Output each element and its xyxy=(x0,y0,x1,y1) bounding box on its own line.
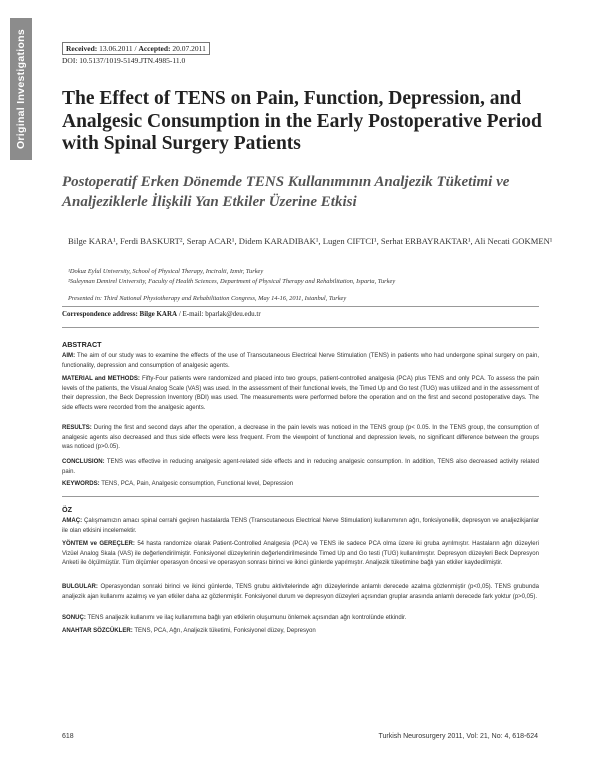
yontem-text: 54 hasta randomize olarak Patient-Controlled Analgesia (PCA) ve TENS ile sadece PCA olma üzere iki gruba ayrılmıştır. Hastaların ağrı düzeyleri Vizüel Analog Skala (VAS) ile değerlendirilmiştir. Fonksiyonel düzeylerinin değerlendirilmesinde Timed Up and Go testi (TUG) kullanılmıştır. Depresyon düzeyleri Beck Depresyon Anketi ile ölçülmüştür. Tüm ölçümler operasyon öncesi ve operasyon sonrası birinci ve ikinci günlerde yapılmıştır. Analjezik tüketimine bağlı yan etkiler kaydedilmiştir. xyxy=(62,541,539,567)
results-label: RESULTS: xyxy=(62,425,92,431)
oz-sonuc xyxy=(62,614,539,624)
oz-amac xyxy=(62,517,539,536)
amac-label: AMAÇ: xyxy=(62,518,83,524)
received-label: Received: xyxy=(66,44,98,53)
divider xyxy=(62,496,539,497)
methods-text: Fifty-Four patients were randomized and placed into two groups, patient-controlled analgesia (PCA) plus TENS and only PCA. To assess the pain levels of the patients, the Visual Analog Scale (VAS) was used. In the assessment of their functional levels, the Timed Up and Go test (TUG) was utilized and in the assessment of their depression, the Beck Depression Inventory (BDI) was used. The measurements were performed before the operation and on the first and second postoperative days. The side effects were recorded from the analgesic agents. xyxy=(62,376,539,411)
journal-citation: Turkish Neurosurgery 2011, Vol: 21, No: 4, 618-624 xyxy=(378,733,538,740)
aim-label: AIM: xyxy=(62,353,76,359)
anahtar-label: ANAHTAR SÖZCÜKLER: xyxy=(62,628,133,634)
methods-label: MATERIAL and METHODS: xyxy=(62,376,140,382)
presented-label: Presented in: xyxy=(68,295,103,302)
sonuc-label: SONUÇ: xyxy=(62,615,86,621)
presented-text: Third National Physiotherapy and Rehabilitation Congress, May 14-16, 2011, Istanbul, Turkey xyxy=(103,295,347,302)
affiliation-2: ²Suleyman Demirel University, Faculty of Health Sciences, Department of Physical Therapy and Rehabilitation, Isparta, Turkey xyxy=(68,278,396,285)
abstract-conclusion xyxy=(62,458,539,477)
divider xyxy=(62,306,539,307)
article-title: The Effect of TENS on Pain, Function, Depression, and Analgesic Consumption in the Early Postoperative Period with Spinal Surgery Patients xyxy=(62,88,542,154)
correspondence-email: / E-mail: bparlak@deu.edu.tr xyxy=(178,310,261,318)
oz-yontem xyxy=(62,540,539,569)
received-date: 13.06.2011 xyxy=(99,44,133,53)
bulgular-text: Operasyondan sonraki birinci ve ikinci günlerde, TENS grubu aktivitelerinde ağrı düzeylerinde anlamlı derecede azalma gözlenmiştir (p<0,05). TENS grubunda analjezik ajan kullanımı azalmış ve yan etkiler daha az gözlenmiştir. Fonksiyonel durum ve depresyon düzeyleri açısından gruplar arasında anlamlı derecede fark yoktur (p>0,05). xyxy=(62,584,539,600)
received-accepted-box: Received: 13.06.2011 / Accepted: 20.07.2011 xyxy=(62,42,210,55)
keywords-label: KEYWORDS: xyxy=(62,481,100,487)
conclusion-text: TENS was effective in reducing analgesic agent-related side effects and in reducing analgesic consumption. In addition, TENS also decreased activity related pain. xyxy=(62,459,539,475)
abstract-results xyxy=(62,424,539,453)
correspondence xyxy=(62,310,261,318)
abstract-aim xyxy=(62,352,539,371)
keywords-text: TENS, PCA, Pain, Analgesic consumption, Functional level, Depression xyxy=(101,481,294,487)
yontem-label: YÖNTEM ve GEREÇLER: xyxy=(62,541,135,547)
oz-bulgular xyxy=(62,583,539,602)
article-subtitle-tr: Postoperatif Erken Dönemde TENS Kullanımının Analjezik Tüketimi ve Analjeziklerle İlişkili Yan Etkiler Üzerine Etkisi xyxy=(62,174,510,210)
doi: DOI: 10.5137/1019-5149.JTN.4985-11.0 xyxy=(62,56,186,65)
results-text: During the first and second days after the operation, a decrease in the pain levels was noticed in the TENS group (p< 0.05. In the TENS group, the consumption of analgesic agents also decreased and thus side effects were less frequent. From the viewpoint of functional and depression levels, no significant difference between the groups was noticed (p>0.05). xyxy=(62,425,539,451)
sonuc-text: TENS analjezik kullanımı ve ilaç kullanımına bağlı yan etkilerin oluşumunu önlemek açısından ağrı kontrolünde etkindir. xyxy=(87,615,407,621)
oz-anahtar xyxy=(62,627,539,637)
presented-note xyxy=(68,295,588,302)
divider xyxy=(62,327,539,328)
abstract-keywords xyxy=(62,480,539,490)
author-list: Bilge KARA¹, Ferdi BASKURT², Serap ACAR¹, Didem KARADIBAK¹, Lugen CIFTCI¹, Serhat ERBAYRAKTAR¹, Ali Necati GOKMEN¹ xyxy=(68,236,553,246)
bulgular-label: BULGULAR: xyxy=(62,584,98,590)
abstract-methods xyxy=(62,375,539,413)
accepted-label: Accepted: xyxy=(138,44,171,53)
aim-text: The aim of our study was to examine the effects of the use of Transcutaneous Electrical Nerve Stimulation (TENS) in patients who had undergone spinal surgery on pain, functionality, depression and consumption of analgesic agents. xyxy=(62,353,539,369)
abstract-heading: ABSTRACT xyxy=(62,340,102,349)
correspondence-name: Bilge KARA xyxy=(139,310,178,318)
correspondence-label: Correspondence address: xyxy=(62,310,138,318)
amac-text: Çalışmamızın amacı spinal cerrahi geçiren hastalarda TENS (Transcutaneous Electrical Nerve Stimulation) kullanımının ağrı, fonksiyonellik, depresyon ve analjezikjanlar ile olan etkisini incelemektir. xyxy=(62,518,539,534)
oz-heading: ÖZ xyxy=(62,505,72,514)
side-tab-label: Original Investigations xyxy=(15,28,27,150)
anahtar-text: TENS, PCA, Ağrı, Analjezik tüketimi, Fonksiyonel düzey, Depresyon xyxy=(134,628,316,634)
page-number: 618 xyxy=(62,733,74,740)
affiliation-1: ¹Dokuz Eylul University, School of Physical Therapy, Inciralti, Izmir, Turkey xyxy=(68,268,264,275)
section-side-tab xyxy=(10,18,32,160)
accepted-date: 20.07.2011 xyxy=(172,44,206,53)
conclusion-label: CONCLUSION: xyxy=(62,459,105,465)
affiliations xyxy=(68,267,588,287)
